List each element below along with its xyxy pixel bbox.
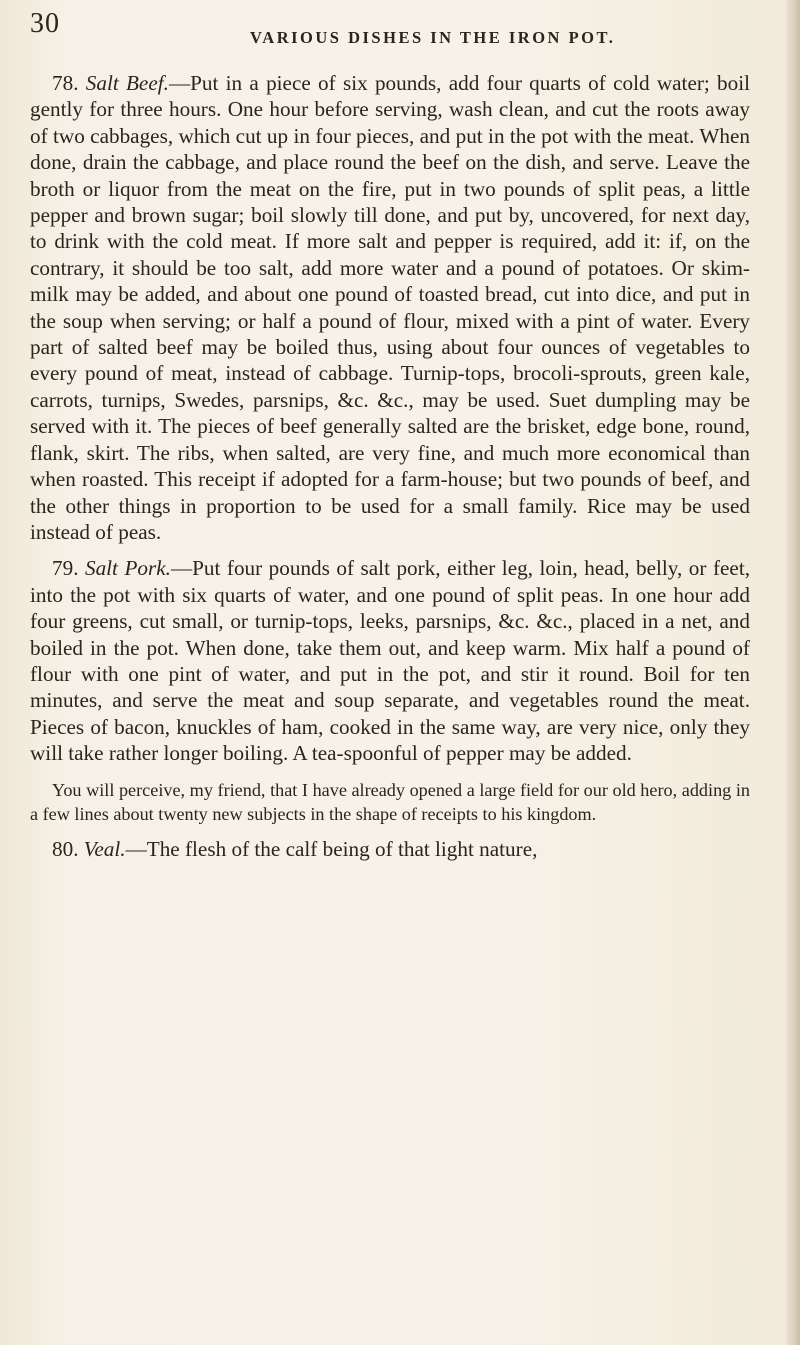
page-header [30,8,750,47]
recipe-body: —The flesh of the calf being of that light nature, [125,836,538,861]
recipe-body: —Put in a piece of six pounds, add four quarts of cold water; boil gently for three hours. One hour before serving, wash clean, and cut the roots away of two cabbages, which cut up in four pieces, and put in the pot with the meat. When done, drain the cabbage, and place round the beef on the dish, and serve. Leave the broth or liquor from the meat on the fire, put in two pounds of split peas, a little pepper and brown sugar; boil slowly till done, and put by, uncovered, for next day, to drink with the cold meat. If more salt and pepper is required, add it: if, on the contrary, it should be too salt, add more water and a pound of potatoes. Or skim-milk may be added, and about one pound of toasted bread, cut into dice, and put in the soup when serving; or half a pound of flour, mixed with a pint of water. Every part of salted beef may be boiled thus, using about four ounces of vegetables to every pound of meat, instead of cabbage. Turnip-tops, brocoli-sprouts, green kale, carrots, turnips, Swedes, parsnips, &c. &c., may be used. Suet dumpling may be served with it. The pieces of beef generally salted are the brisket, edge bone, round, flank, skirt. The ribs, when salted, are very fine, and much more economical than when roasted. This receipt if adopted for a farm-house; but two pounds of beef, and the other things in proportion to be used for a small family. Rice may be used instead of peas. [30,71,751,544]
page-content [30,70,750,862]
running-head: VARIOUS DISHES IN THE IRON POT. [250,28,616,47]
recipe-78 [30,70,750,545]
recipe-body: —Put four pounds of salt pork, either leg, loin, head, belly, or feet, into the pot with six quarts of water, and one pound of split peas. In one hour add four greens, cut small, or turnip-tops, leeks, parsnips, &c. &c., placed in a net, and boiled in the pot. When done, take them out, and keep warm. Mix half a pound of flour with one pint of water, and put in the pot, and stir it round. Boil for ten minutes, and serve the meat and soup separate, and vegetables round the meat. Pieces of bacon, knuckles of ham, cooked in the same way, are very nice, only they will take rather longer boiling. A tea-spoonful of pepper may be added. [30,556,750,766]
page-number: 30 [30,8,60,39]
page-edge [786,0,800,1345]
recipe-number: 80. [52,836,79,861]
recipe-number: 78. [52,71,79,95]
author-note: You will perceive, my friend, that I have already opened a large field for our old hero, adding in a few lines about twenty new subjects in the shape of receipts to his kingdom. [30,779,750,824]
recipe-80 [30,836,750,862]
recipe-title: Salt Beef. [85,71,169,95]
recipe-title: Veal. [83,836,126,861]
recipe-79 [30,555,750,766]
recipe-number: 79. [52,556,79,581]
recipe-title: Salt Pork. [84,556,171,581]
